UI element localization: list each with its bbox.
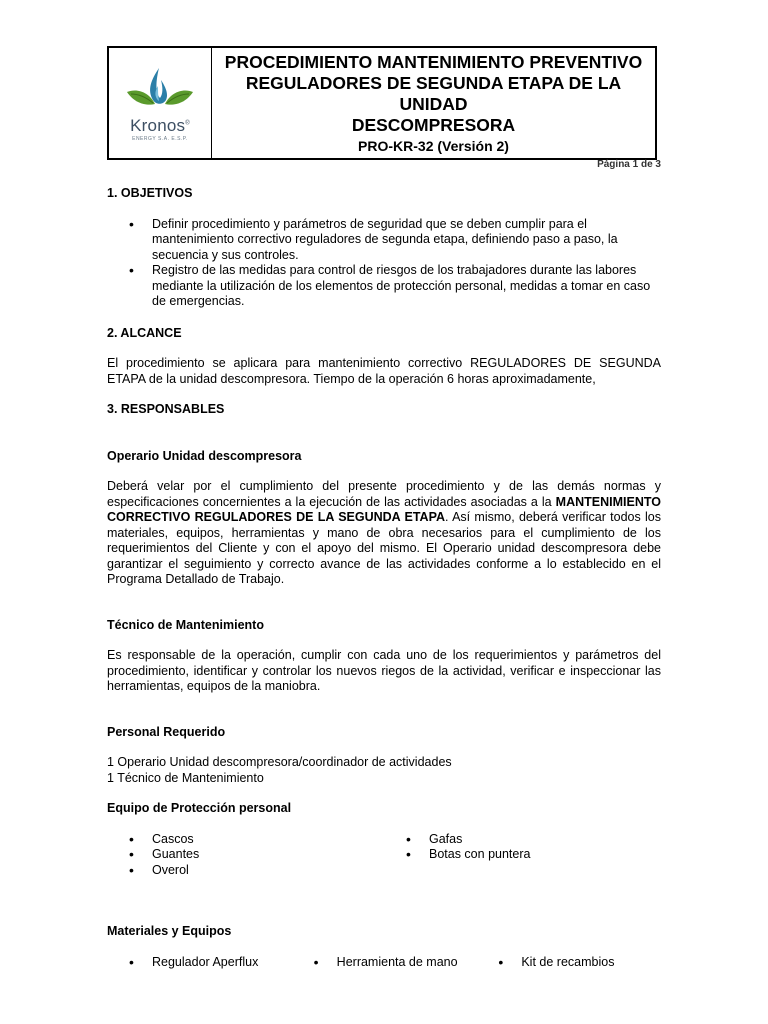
epp-lists [107, 832, 661, 879]
list-item: • Gafas [384, 832, 661, 848]
title-cell [212, 48, 655, 158]
list-item: • Definir procedimiento y parámetros de seguridad que se deben cumplir para el mantenimiento correctivo reguladores de segunda etapa, definiendo paso a paso, la secuencia y sus controles. [107, 217, 661, 264]
epp-list-left [107, 832, 384, 879]
personal-list [107, 755, 661, 786]
operario-text-bold: MANTENIMIENTO CORRECTIVO REGULADORES DE LA SEGUNDA ETAPA [107, 494, 661, 524]
subheading-materiales: Materiales y Equipos [107, 924, 232, 938]
operario-paragraph [107, 479, 661, 588]
subheading-epp: Equipo de Protección personal [107, 801, 292, 815]
list-item: 1 Operario Unidad descompresora/coordinador de actividades [107, 755, 452, 769]
section-heading-responsables: 3. RESPONSABLES [107, 402, 225, 416]
alcance-paragraph: El procedimiento se aplicara para mantenimiento correctivo REGULADORES DE SEGUNDA ETAPA de la unidad descompresora. Tiempo de la operación 6 horas aproximadamente, [107, 356, 661, 386]
document-header [107, 46, 657, 160]
list-item: • Cascos [107, 832, 384, 848]
page-number: Página 1 de 3 [597, 159, 661, 170]
operario-text-part-2: . Así mismo, deberá verificar todos los materiales, equipos, herramientas y mano de obra necesarios para el cumplimiento de los requerimientos del Cliente y con el apoyo del mismo. El Operario unidad descompresora debe garantizar el seguimiento y correcto avance de las actividades conforme a lo establecido en el Programa Detallado de Trabajo. [107, 510, 661, 586]
list-item: • Overol [107, 863, 384, 879]
materiales-list-1 [107, 955, 292, 971]
epp-list-right [384, 832, 661, 879]
list-item: 1 Técnico de Mantenimiento [107, 770, 264, 785]
list-item: • Regulador Aperflux [107, 955, 292, 971]
logo-subtitle: ENERGY S.A. E.S.P. [132, 136, 188, 142]
document-title-line-2: REGULADORES DE SEGUNDA ETAPA DE LA UNIDAD [245, 73, 622, 114]
company-logo [109, 48, 212, 158]
kronos-leaf-icon [125, 64, 195, 122]
section-heading-alcance: 2. ALCANCE [107, 325, 182, 340]
materiales-list-3 [476, 955, 661, 971]
list-item: • Kit de recambios [476, 955, 661, 971]
objetivos-list [107, 217, 661, 310]
document-body [107, 186, 661, 970]
list-item: • Botas con puntera [384, 847, 661, 863]
list-item: • Guantes [107, 847, 384, 863]
operario-text-part-1: Deberá velar por el cumplimiento del presente procedimiento y de las demás normas y especificaciones concernientes a la ejecución de las actividades asociadas a la [107, 479, 661, 509]
subheading-personal: Personal Requerido [107, 724, 226, 739]
tecnico-paragraph: Es responsable de la operación, cumplir con cada uno de los requerimientos y parámetros del procedimiento, identificar y controlar los nuevos riegos de la actividad, verificar e inspeccionar las herramientas, equipos de la maniobra. [107, 648, 661, 693]
list-item: • Herramienta de mano [292, 955, 477, 971]
logo-registered-mark: ® [185, 120, 190, 127]
document-title-line-1: PROCEDIMIENTO MANTENIMIENTO PREVENTIVO [224, 52, 643, 72]
subheading-tecnico: Técnico de Mantenimiento [107, 617, 264, 632]
section-heading-objetivos: 1. OBJETIVOS [107, 186, 193, 200]
subheading-operario: Operario Unidad descompresora [107, 448, 302, 463]
document-title-line-3: DESCOMPRESORA [351, 115, 516, 135]
list-item: • Registro de las medidas para control de riesgos de los trabajadores durante las labores mediante la utilización de los elementos de protección personal, medidas a tomar en caso de emergencias. [107, 263, 661, 310]
materiales-lists [107, 955, 661, 971]
document-code: PRO-KR-32 (Versión 2) [358, 138, 509, 154]
logo-wordmark: Kronos [130, 116, 186, 135]
materiales-list-2 [292, 955, 477, 971]
